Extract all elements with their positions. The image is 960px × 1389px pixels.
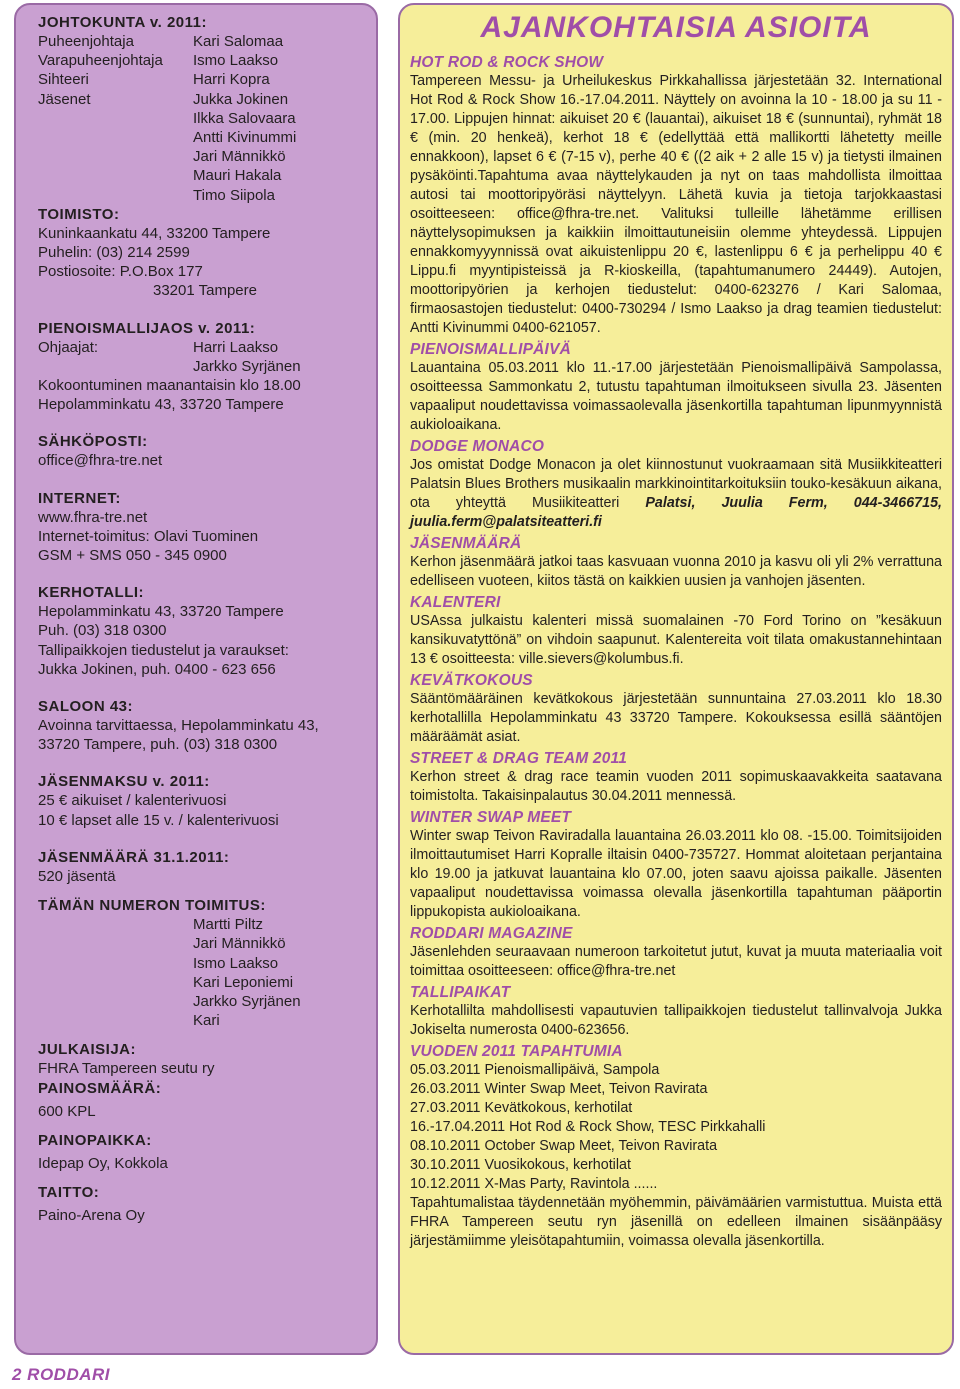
board-heading: JOHTOKUNTA v. 2011: [38,14,207,31]
clubhouse-line: Tallipaikkojen tiedustelut ja varaukset: [38,641,289,659]
section-text-drag-team: Kerhon street & drag race teamin vuoden 2011 sopimuskaavakkeita saatavana toimistolta. Takaisinpalautus 30.04.2011 mennessä. [410,769,942,804]
office-postal-city: 33201 Tampere [153,282,257,300]
event-item: 30.10.2011 Vuosikokous, kerhotilat [410,1157,631,1173]
section-text-dodge [410,456,942,532]
fee-heading: JÄSENMAKSU v. 2011: [38,773,210,791]
dodge-text: Jos omistat Dodge Monacon ja olet kiinnostunut vuokraamaan sitä Musiikkiteatteri Palatsin Blues Brothers musikaalin markkinointitarkoituksiin touko-kesäkuun aikana, ota yhteyttä Musiikiteatteri [410,457,942,511]
section-heading-dodge: DODGE MONACO [410,438,545,455]
board-row [38,32,376,51]
board-name: Harri Kopra [193,71,270,89]
internet-heading: INTERNET: [38,489,121,507]
printer-line: Idepap Oy, Kokkola [38,1154,168,1172]
internet-phone: GSM + SMS 050 - 345 0900 [38,547,227,565]
editorial-member: Jarkko Syrjänen [193,992,301,1010]
editorial-member: Martti Piltz [193,916,264,934]
section-heading-swap-meet: WINTER SWAP MEET [410,809,572,826]
board-role: Puheenjohtaja [38,33,134,50]
section-heading-drag-team: STREET & DRAG TEAM 2011 [410,750,628,767]
clubhouse-line: Jukka Jokinen, puh. 0400 - 623 656 [38,660,276,678]
events-heading: VUODEN 2011 TAPAHTUMIA [410,1043,623,1060]
models-leader: Harri Laakso [193,338,279,356]
layout-heading: TAITTO: [38,1183,100,1201]
events-section [410,1042,942,1251]
news-title: AJANKOHTAISIA ASIOITA [480,11,872,44]
board-member: Antti Kivinummi [193,129,297,147]
section-heading-stalls: TALLIPAIKAT [410,984,511,1001]
email-address: office@fhra-tre.net [38,452,163,470]
section-text-magazine: Jäsenlehden seuraavaan numeroon tarkoitetut jutut, kuvat ja muuta materiaalia voit toimittaa osoitteeseen: office@fhra-tre.net [410,944,942,979]
section-text-model-day: Lauantaina 05.03.2011 klo 11.-17.00 järjestetään Pienoismallipäivä Sampolassa, osoitteessa Sammonkatu 2, tutustu tapahtuman ilmoitukseen sivulla 23. Jäsenten vapaaliput noudettavissa voimassaolevalla jäsenkortilla tapahtuman lipunmyynnistä aukioloaikana. [410,360,942,433]
section-text-swap-meet: Winter swap Teivon Raviradalla lauantaina 26.03.2011 klo 08. -15.00. Toimitsijoiden ilmoittautumiset Harri Kopralle iltaisin 0400-735727. Hommat aloitetaan perjantaina klo 19.00 ja jatkuvat lauantaina klo 07.00, joten saavu ajoissa paikalle. Jäsenten vapaaliput noudettavissa voimassa olevalla jäsenkortilla tapahtuman pääportin lippukopista aukioloaikana. [410,828,942,920]
board-role: Sihteeri [38,71,89,89]
print-run-heading: PAINOSMÄÄRÄ: [38,1079,162,1097]
board-member: Timo Siipola [193,186,275,204]
board-member: Ilkka Salovaara [193,109,296,127]
count-heading: JÄSENMÄÄRÄ 31.1.2011: [38,848,230,866]
models-meeting: Kokoontuminen maanantaisin klo 18.00 [38,377,301,395]
event-item: 05.03.2011 Pienoismallipäivä, Sampola [410,1062,660,1078]
news-panel [398,3,954,1355]
board-row [38,90,376,109]
printer-heading: PAINOPAIKKA: [38,1131,152,1149]
board-role: Jäsenet [38,90,91,108]
section-text-members: Kerhon jäsenmäärä jatkoi taas kasvuaan vuonna 2010 ja kasvu oli yli 2% verrattuna edelliseen vuoteen, kiitos tästä on kaikkien uusien ja vanhojen jäsenten. [410,554,942,589]
editorial-member: Jari Männikkö [193,935,286,953]
section-text-stalls: Kerhotallilta mahdollisesti vapautuvien tallipaikkojen tiedustelut tallinvalvoja Jukka Jokiselta numerosta 0400-623656. [410,1003,942,1038]
office-address: Kuninkaankatu 44, 33200 Tampere [38,224,271,242]
board-row [38,51,376,70]
editorial-heading: TÄMÄN NUMERON TOIMITUS: [38,897,266,915]
section-heading-magazine: RODDARI MAGAZINE [410,925,573,942]
models-heading: PIENOISMALLIJAOS v. 2011: [38,319,256,337]
print-run-line: 600 KPL [38,1102,96,1120]
clubhouse-line: Hepolamminkatu 43, 33720 Tampere [38,603,284,621]
saloon-line: Avoinna tarvittaessa, Hepolamminkatu 43, [38,717,319,735]
board-member: Mauri Hakala [193,167,282,185]
publisher-heading: JULKAISIJA: [38,1041,137,1059]
models-label: Ohjaajat: [38,338,99,356]
office-phone: Puhelin: (03) 214 2599 [38,244,190,262]
section-heading-spring-meeting: KEVÄTKOKOUS [410,672,533,689]
event-item: 27.03.2011 Kevätkokous, kerhotilat [410,1100,633,1116]
board-name: Jukka Jokinen [193,90,289,108]
section-heading-calendar: KALENTERI [410,594,501,611]
board-role: Varapuheenjohtaja [38,52,163,70]
models-address: Hepolamminkatu 43, 33720 Tampere [38,396,284,414]
board-name: Kari Salomaa [193,33,284,50]
events-footer: Tapahtumalistaa täydennetään myöhemmin, päivämäärien varmistuttua. Muista että FHRA Tampereen seutu ryn jäsenillä on edelleen ilmainen sisäänpääsy järjestämiimme yleisötapahtumiin, voimassa olevalla jäsenkortilla. [410,1195,942,1249]
event-item: 08.10.2011 October Swap Meet, Teivon Ravirata [410,1138,718,1154]
event-item: 16.-17.04.2011 Hot Rod & Rock Show, TESC Pirkkahalli [410,1119,766,1135]
section-text-hot-rod: Tampereen Messu- ja Urheilukeskus Pirkkahallissa järjestetään 32. International Hot Rod & Rock Show 16.-17.04.2011. Näyttely on avoinna la 10 - 18.00 ja su 11 - 17.00. Lippujen hinnat: aikuiset 20 € (lauantai), aikuiset 18 € (sunnuntai), ryhmät 18 € (min. 20 henkeä), kerhot 18 € (edellyttää että mallikortti lähetetty meille ennakkoon), lapset 6 € (7-15 v), perhe 40 € ((2 aik + 2 alle 15 v) ja tietysti ilmainen pysäköinti.Tapahtuma avaa näyttelykauden ja nyt on taas mahdollista ilmoittaa autosi tai moottoripyöräsi näyttelyyn. Lähetä kuvia ja tietoja tarjokkaastasi osoitteeseen: office@fhra-tre.net. Valituksi tulleille lähetämme erillisen näyttelysopimuksen ja kaikkiin ilmoittautuneisiin olemme yhteydessä. Lippujen ennakkomyyynnissä ovat aikuistenlippu 20 €, lastenlippu 6 € ja perhelippu 40 € Lippu.fi myyntipisteissä ja R-kioskeilla, (tapahtumanumero 24449). Autojen, moottoripyörien ja kerhojen tiedustelut: 0400-623276 / Kari Salomaa, firmaosastojen tiedustelut: 0400-730294 / Ismo Laakso ja drag teamien tiedustelut: Antti Kivinummi 0400-621057. [410,73,942,336]
page-footer: 2 RODDARI [12,1365,111,1384]
section-heading-model-day: PIENOISMALLIPÄIVÄ [410,341,571,358]
clubhouse-heading: KERHOTALLI: [38,584,145,602]
office-heading: TOIMISTO: [38,205,120,223]
fee-line: 25 € aikuiset / kalenterivuosi [38,792,227,810]
models-leader-row [38,338,376,357]
editorial-member: Ismo Laakso [193,954,279,972]
board-member: Jari Männikkö [193,148,286,166]
section-heading-hot-rod: HOT ROD & ROCK SHOW [410,54,604,71]
board-row [38,70,376,89]
office-postal: Postiosoite: P.O.Box 177 [38,263,203,281]
saloon-heading: SALOON 43: [38,698,134,716]
section-heading-members: JÄSENMÄÄRÄ [410,535,522,552]
section-text-spring-meeting: Sääntömääräinen kevätkokous järjestetään sunnuntaina 27.03.2011 klo 18.30 kerhotallilla Hepolamminkatu 43 33720 Tampere. Kokouksessa esillä sääntöjen määräämät asiat. [410,691,942,745]
count-line: 520 jäsentä [38,867,116,885]
models-leader: Jarkko Syrjänen [193,357,301,375]
editorial-member: Kari [193,1012,220,1030]
board-name: Ismo Laakso [193,52,279,70]
contact-info-panel [14,3,378,1355]
section-text-calendar: USAssa julkaistu kalenteri missä suomalainen -70 Ford Torino on ”kesäkuun kansikuvatyttönä” on vihdoin saapunut. Kalentereita voit tilata omakustannehintaan 13 € osoitteesta: ville.sievers@kolumbus.fi. [410,613,942,667]
internet-url: www.fhra-tre.net [38,508,148,526]
event-item: 26.03.2011 Winter Swap Meet, Teivon Ravirata [410,1081,708,1097]
clubhouse-line: Puh. (03) 318 0300 [38,622,167,640]
fee-line: 10 € lapset alle 15 v. / kalenterivuosi [38,811,279,829]
internet-editor: Internet-toimitus: Olavi Tuominen [38,527,259,545]
dodge-contact: Palatsi, Juulia Ferm, 044-3466715, juulia.ferm@palatsiteatteri.fi [410,495,942,530]
saloon-line: 33720 Tampere, puh. (03) 318 0300 [38,736,278,754]
layout-line: Paino-Arena Oy [38,1206,145,1224]
editorial-member: Kari Leponiemi [193,973,294,991]
event-item: 10.12.2011 X-Mas Party, Ravintola ...... [410,1176,658,1192]
email-heading: SÄHKÖPOSTI: [38,433,148,451]
publisher-line: FHRA Tampereen seutu ry [38,1060,215,1078]
